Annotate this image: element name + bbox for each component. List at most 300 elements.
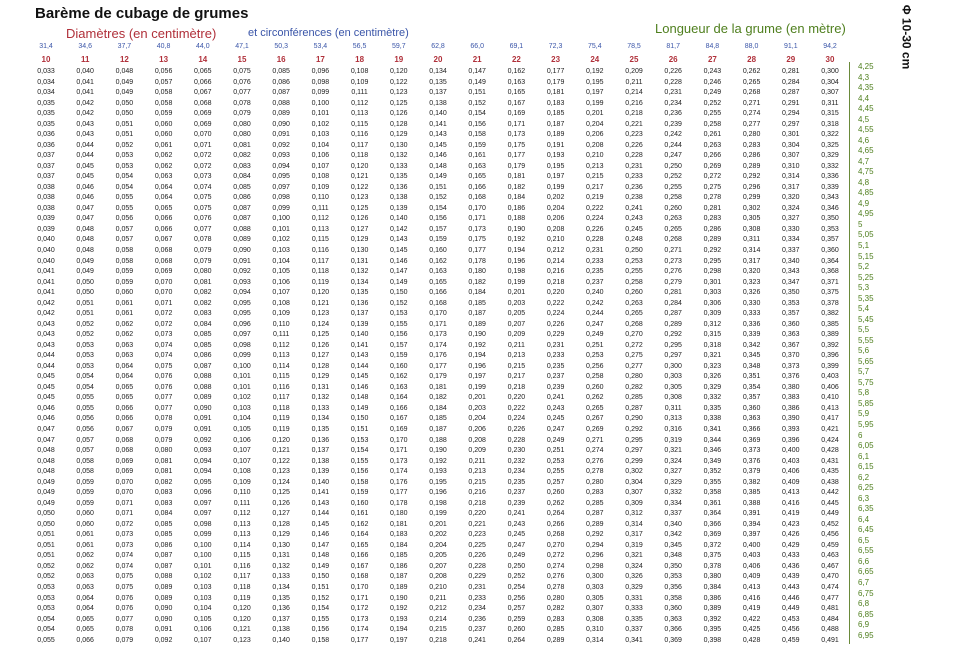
table-cell: 0,099 [233, 352, 251, 360]
table-cell: 0,162 [429, 257, 447, 265]
table-cell: 0,153 [390, 310, 408, 318]
table-cell: 0,156 [390, 331, 408, 339]
table-cell: 0,145 [390, 247, 408, 254]
table-cell: 0,261 [703, 131, 722, 139]
table-cell: 0,135 [390, 173, 408, 181]
table-cell: 0,289 [742, 162, 761, 170]
table-cell: 0,250 [625, 247, 643, 254]
table-cell: 0,173 [468, 225, 486, 233]
table-cell: 0,134 [350, 278, 369, 286]
table-cell: 0,146 [429, 152, 447, 160]
table-cell: 0,091 [194, 426, 212, 434]
table-cell: 0,181 [507, 173, 526, 181]
table-cell: 0,352 [703, 468, 722, 476]
table-cell: 0,055 [115, 204, 134, 212]
table-cell: 0,358 [664, 594, 682, 602]
table-cell: 0,338 [703, 415, 722, 423]
table-cell: 0,235 [507, 478, 526, 486]
table-cell: 0,086 [233, 194, 251, 202]
table-cell: 0,087 [233, 215, 251, 223]
length-label: 5,95 [858, 420, 874, 430]
table-cell: 0,309 [625, 499, 643, 507]
table-cell: 0,160 [429, 247, 447, 254]
table-cell: 0,177 [429, 362, 447, 370]
table-cell: 0,296 [586, 552, 604, 560]
table-cell: 0,174 [429, 341, 447, 349]
table-cell: 0,177 [350, 636, 369, 644]
table-cell: 0,231 [586, 247, 604, 254]
table-cell: 0,204 [546, 204, 565, 212]
table-cell: 0,053 [37, 605, 55, 613]
table-cell: 0,208 [468, 436, 486, 444]
table-cell: 0,101 [233, 373, 251, 381]
table-cell: 0,109 [311, 183, 330, 191]
table-cell: 0,317 [742, 257, 761, 265]
table-cell: 0,130 [350, 247, 369, 254]
circumference-header: 34,6 [78, 43, 92, 50]
table-cell: 0,149 [468, 78, 486, 86]
table-cell: 0,146 [390, 257, 408, 265]
table-cell: 0,187 [390, 573, 408, 581]
table-cell: 0,064 [154, 183, 173, 191]
table-cell: 0,070 [115, 489, 134, 497]
length-label: 5,3 [858, 283, 870, 293]
table-cell: 0,075 [194, 204, 212, 212]
table-cell: 0,263 [703, 141, 722, 149]
table-cell: 0,120 [311, 289, 330, 297]
table-cell: 0,166 [350, 552, 369, 560]
table-cell: 0,161 [350, 510, 369, 518]
table-cell: 0,083 [194, 310, 212, 318]
table-cell: 0,092 [233, 268, 251, 276]
table-cell: 0,203 [468, 404, 486, 412]
table-cell: 0,375 [703, 552, 722, 560]
length-label: 4,25 [858, 62, 874, 71]
table-cell: 0,041 [76, 89, 94, 97]
table-cell: 0,186 [390, 562, 408, 570]
table-cell: 0,132 [311, 394, 330, 402]
table-cell: 0,331 [625, 594, 643, 602]
table-cell: 0,038 [37, 183, 55, 191]
diameter-header: 12 [119, 55, 129, 64]
table-cell: 0,125 [350, 204, 369, 212]
table-cell: 0,102 [311, 120, 330, 128]
table-cell: 0,182 [429, 394, 447, 402]
table-cell: 0,150 [390, 289, 408, 297]
table-cell: 0,112 [351, 99, 369, 107]
table-cell: 0,216 [625, 99, 643, 107]
table-cell: 0,297 [625, 447, 643, 455]
table-cell: 0,113 [233, 520, 251, 528]
table-cell: 0,085 [154, 520, 173, 528]
table-cell: 0,258 [703, 120, 722, 128]
table-cell: 0,113 [272, 352, 290, 360]
table-cell: 0,110 [233, 489, 251, 497]
table-cell: 0,159 [390, 352, 408, 360]
table-cell: 0,068 [154, 257, 173, 265]
table-cell: 0,042 [76, 110, 94, 118]
table-cell: 0,059 [76, 489, 94, 497]
table-cell: 0,247 [664, 152, 682, 160]
length-label: 5,8 [858, 388, 870, 398]
table-cell: 0,151 [429, 183, 447, 191]
table-cell: 0,323 [742, 278, 761, 286]
table-cell: 0,099 [272, 204, 290, 212]
table-cell: 0,260 [664, 204, 682, 212]
length-label: 4,5 [858, 114, 870, 124]
table-cell: 0,396 [821, 352, 839, 360]
table-cell: 0,241 [625, 204, 643, 212]
table-cell: 0,051 [115, 120, 134, 128]
table-cell: 0,088 [272, 99, 290, 107]
circumference-header: 44,0 [195, 43, 210, 50]
table-cell: 0,113 [233, 531, 251, 539]
table-cell: 0,177 [546, 68, 565, 75]
table-cell: 0,242 [586, 299, 604, 307]
table-cell: 0,268 [742, 89, 761, 97]
table-cell: 0,360 [664, 605, 682, 613]
table-cell: 0,309 [703, 310, 722, 318]
table-cell: 0,413 [821, 404, 839, 412]
table-cell: 0,086 [194, 352, 212, 360]
table-cell: 0,211 [625, 78, 643, 86]
table-cell: 0,241 [507, 510, 526, 518]
table-cell: 0,082 [194, 289, 212, 297]
table-cell: 0,138 [429, 99, 447, 107]
length-label: 6,8 [858, 599, 870, 609]
table-cell: 0,150 [311, 573, 330, 581]
table-cell: 0,090 [194, 404, 212, 412]
table-cell: 0,045 [76, 162, 94, 170]
table-cell: 0,426 [782, 531, 800, 539]
table-cell: 0,073 [115, 541, 134, 549]
page-title: Barème de cubage de grumes [35, 5, 249, 22]
table-cell: 0,276 [664, 268, 682, 276]
diameter-range-label: Φ 10-30 cm [899, 4, 914, 70]
table-cell: 0,221 [625, 120, 643, 128]
table-cell: 0,041 [37, 268, 55, 276]
table-cell: 0,283 [742, 141, 761, 149]
table-cell: 0,048 [76, 225, 94, 233]
table-cell: 0,390 [782, 415, 800, 423]
table-cell: 0,113 [351, 110, 369, 118]
table-cell: 0,205 [507, 310, 526, 318]
table-cell: 0,194 [390, 626, 408, 634]
table-cell: 0,218 [625, 110, 643, 118]
table-cell: 0,125 [272, 489, 290, 497]
table-cell: 0,138 [311, 457, 330, 465]
table-cell: 0,094 [194, 468, 212, 476]
table-cell: 0,301 [782, 131, 800, 139]
table-cell: 0,066 [76, 636, 94, 644]
table-cell: 0,043 [76, 131, 94, 139]
table-cell: 0,106 [311, 152, 330, 160]
table-cell: 0,037 [37, 173, 55, 181]
table-cell: 0,231 [625, 162, 643, 170]
table-cell: 0,208 [429, 573, 447, 581]
table-cell: 0,234 [468, 605, 486, 613]
table-cell: 0,357 [742, 394, 761, 402]
table-cell: 0,162 [390, 373, 408, 381]
table-cell: 0,085 [272, 68, 290, 75]
table-cell: 0,051 [37, 541, 55, 549]
table-cell: 0,340 [782, 257, 800, 265]
table-cell: 0,232 [507, 457, 526, 465]
table-cell: 0,366 [664, 626, 682, 634]
table-cell: 0,392 [821, 341, 839, 349]
table-cell: 0,091 [194, 415, 212, 423]
table-cell: 0,394 [742, 520, 761, 528]
length-label: 6,7 [858, 577, 870, 587]
diameter-header: 30 [825, 55, 835, 64]
table-cell: 0,041 [37, 289, 55, 297]
table-cell: 0,360 [742, 404, 761, 412]
table-cell: 0,147 [390, 268, 408, 276]
table-cell: 0,161 [468, 152, 486, 160]
table-cell: 0,308 [742, 225, 761, 233]
table-cell: 0,260 [586, 383, 604, 391]
table-cell: 0,065 [154, 204, 173, 212]
table-cell: 0,135 [272, 594, 290, 602]
length-label: 5 [858, 219, 863, 229]
table-cell: 0,089 [272, 110, 290, 118]
table-cell: 0,324 [782, 204, 800, 212]
table-cell: 0,057 [76, 436, 94, 444]
table-cell: 0,109 [272, 310, 290, 318]
table-cell: 0,062 [115, 331, 134, 339]
table-cell: 0,373 [782, 362, 800, 370]
table-cell: 0,283 [546, 615, 565, 623]
table-cell: 0,182 [468, 278, 486, 286]
table-cell: 0,265 [742, 78, 761, 86]
table-cell: 0,050 [37, 520, 55, 528]
table-cell: 0,223 [468, 531, 486, 539]
table-cell: 0,110 [311, 194, 329, 202]
table-cell: 0,151 [311, 583, 330, 591]
table-cell: 0,363 [742, 415, 761, 423]
table-cell: 0,077 [154, 404, 173, 412]
table-cell: 0,436 [782, 562, 800, 570]
table-cell: 0,181 [429, 383, 447, 391]
table-cell: 0,314 [625, 520, 643, 528]
table-cell: 0,116 [311, 247, 329, 254]
table-cell: 0,399 [821, 362, 839, 370]
table-cell: 0,097 [194, 499, 212, 507]
circumference-header: 62,8 [431, 43, 445, 50]
diameter-header: 27 [707, 55, 717, 64]
table-cell: 0,226 [664, 68, 682, 75]
diameter-header: 11 [80, 55, 90, 64]
table-cell: 0,040 [37, 247, 55, 254]
table-cell: 0,292 [664, 331, 682, 339]
table-cell: 0,272 [703, 173, 722, 181]
table-cell: 0,345 [742, 352, 761, 360]
circumference-header: 47,1 [235, 43, 249, 50]
table-cell: 0,170 [390, 436, 408, 444]
table-cell: 0,066 [154, 225, 173, 233]
table-cell: 0,124 [311, 320, 330, 328]
table-cell: 0,108 [311, 173, 330, 181]
table-cell: 0,054 [115, 173, 134, 181]
table-cell: 0,305 [586, 594, 604, 602]
table-cell: 0,096 [311, 68, 330, 75]
table-cell: 0,113 [311, 225, 329, 233]
table-cell: 0,312 [703, 320, 722, 328]
table-cell: 0,045 [37, 373, 55, 381]
table-cell: 0,259 [507, 615, 526, 623]
table-cell: 0,207 [507, 320, 526, 328]
table-cell: 0,090 [233, 247, 251, 254]
table-cell: 0,187 [468, 310, 486, 318]
table-cell: 0,350 [821, 215, 839, 223]
table-cell: 0,149 [311, 562, 330, 570]
table-cell: 0,048 [76, 236, 94, 244]
table-cell: 0,212 [546, 247, 565, 254]
table-cell: 0,239 [507, 499, 526, 507]
table-cell: 0,189 [390, 583, 408, 591]
table-cell: 0,416 [782, 499, 800, 507]
table-cell: 0,108 [272, 299, 290, 307]
table-cell: 0,098 [272, 194, 290, 202]
table-cell: 0,285 [625, 394, 643, 402]
table-cell: 0,212 [429, 605, 447, 613]
table-cell: 0,204 [468, 415, 486, 423]
table-cell: 0,134 [311, 415, 330, 423]
table-cell: 0,282 [546, 605, 565, 613]
table-cell: 0,208 [546, 225, 565, 233]
table-cell: 0,240 [586, 289, 604, 297]
table-cell: 0,100 [194, 552, 212, 560]
table-cell: 0,174 [350, 626, 369, 634]
table-cell: 0,283 [586, 489, 604, 497]
diameter-header: 13 [159, 55, 169, 64]
table-cell: 0,336 [821, 173, 839, 181]
table-cell: 0,097 [233, 331, 251, 339]
table-cell: 0,260 [625, 289, 643, 297]
table-cell: 0,388 [742, 499, 761, 507]
table-cell: 0,087 [233, 204, 251, 212]
table-cell: 0,364 [703, 510, 722, 518]
table-cell: 0,132 [390, 152, 408, 160]
table-cell: 0,360 [821, 247, 839, 254]
table-cell: 0,326 [742, 289, 761, 297]
table-cell: 0,433 [782, 552, 800, 560]
table-cell: 0,145 [311, 520, 330, 528]
table-cell: 0,222 [586, 204, 604, 212]
table-cell: 0,214 [625, 89, 643, 97]
table-cell: 0,316 [664, 426, 682, 434]
table-cell: 0,035 [37, 120, 55, 128]
length-label: 4,8 [858, 177, 870, 187]
table-cell: 0,354 [742, 383, 761, 391]
table-cell: 0,409 [742, 573, 761, 581]
table-cell: 0,314 [742, 247, 761, 254]
table-cell: 0,422 [742, 615, 761, 623]
length-label: 6,9 [858, 620, 870, 630]
table-cell: 0,054 [37, 615, 55, 623]
table-cell: 0,128 [311, 362, 330, 370]
table-cell: 0,061 [154, 141, 173, 149]
table-cell: 0,256 [507, 594, 526, 602]
table-cell: 0,348 [742, 362, 761, 370]
length-label: 6,85 [858, 609, 874, 619]
table-cell: 0,087 [272, 89, 290, 97]
table-cell: 0,046 [37, 415, 55, 423]
table-cell: 0,073 [115, 531, 134, 539]
table-cell: 0,395 [703, 626, 722, 634]
table-cell: 0,192 [586, 68, 604, 75]
table-cell: 0,119 [311, 278, 329, 286]
table-cell: 0,045 [37, 394, 55, 402]
table-cell: 0,068 [154, 247, 173, 254]
table-cell: 0,138 [272, 626, 290, 634]
table-cell: 0,059 [154, 110, 173, 118]
table-cell: 0,149 [429, 173, 447, 181]
table-cell: 0,089 [154, 583, 173, 591]
circumference-header: 78,5 [627, 43, 641, 50]
table-cell: 0,052 [37, 562, 55, 570]
table-cell: 0,158 [468, 131, 486, 139]
table-cell: 0,319 [664, 436, 682, 444]
table-cell: 0,397 [742, 531, 761, 539]
table-cell: 0,305 [664, 383, 682, 391]
table-cell: 0,202 [546, 194, 565, 202]
diameter-header: 17 [315, 55, 325, 64]
table-cell: 0,406 [821, 383, 839, 391]
table-cell: 0,086 [272, 78, 290, 86]
table-cell: 0,267 [586, 415, 604, 423]
length-label: 6,5 [858, 535, 870, 545]
table-cell: 0,213 [586, 162, 604, 170]
diameter-header: 21 [472, 55, 482, 64]
table-cell: 0,119 [233, 594, 251, 602]
table-cell: 0,236 [664, 110, 682, 118]
table-cell: 0,105 [194, 615, 212, 623]
table-cell: 0,393 [782, 426, 800, 434]
table-cell: 0,081 [154, 468, 173, 476]
table-cell: 0,157 [429, 225, 447, 233]
table-cell: 0,136 [311, 436, 330, 444]
table-cell: 0,266 [703, 152, 722, 160]
table-cell: 0,078 [115, 626, 134, 634]
table-cell: 0,115 [233, 552, 251, 560]
table-cell: 0,207 [429, 562, 447, 570]
table-cell: 0,185 [468, 299, 486, 307]
table-cell: 0,098 [194, 520, 212, 528]
table-cell: 0,127 [350, 225, 369, 233]
table-cell: 0,233 [625, 173, 643, 181]
length-label: 6,4 [858, 514, 870, 524]
table-cell: 0,057 [154, 78, 173, 86]
table-cell: 0,419 [742, 605, 761, 613]
diameter-header: 18 [355, 55, 365, 64]
table-cell: 0,421 [821, 426, 839, 434]
table-cell: 0,155 [311, 615, 330, 623]
table-cell: 0,120 [390, 68, 408, 75]
table-cell: 0,371 [821, 278, 839, 286]
table-cell: 0,137 [311, 447, 330, 455]
table-cell: 0,179 [429, 373, 447, 381]
table-cell: 0,278 [703, 194, 722, 202]
table-cell: 0,196 [468, 362, 486, 370]
table-cell: 0,071 [194, 141, 212, 149]
table-cell: 0,272 [625, 341, 643, 349]
table-cell: 0,295 [703, 257, 722, 265]
table-cell: 0,050 [37, 510, 55, 518]
table-cell: 0,078 [194, 236, 212, 244]
table-cell: 0,057 [76, 447, 94, 455]
table-cell: 0,233 [468, 594, 486, 602]
